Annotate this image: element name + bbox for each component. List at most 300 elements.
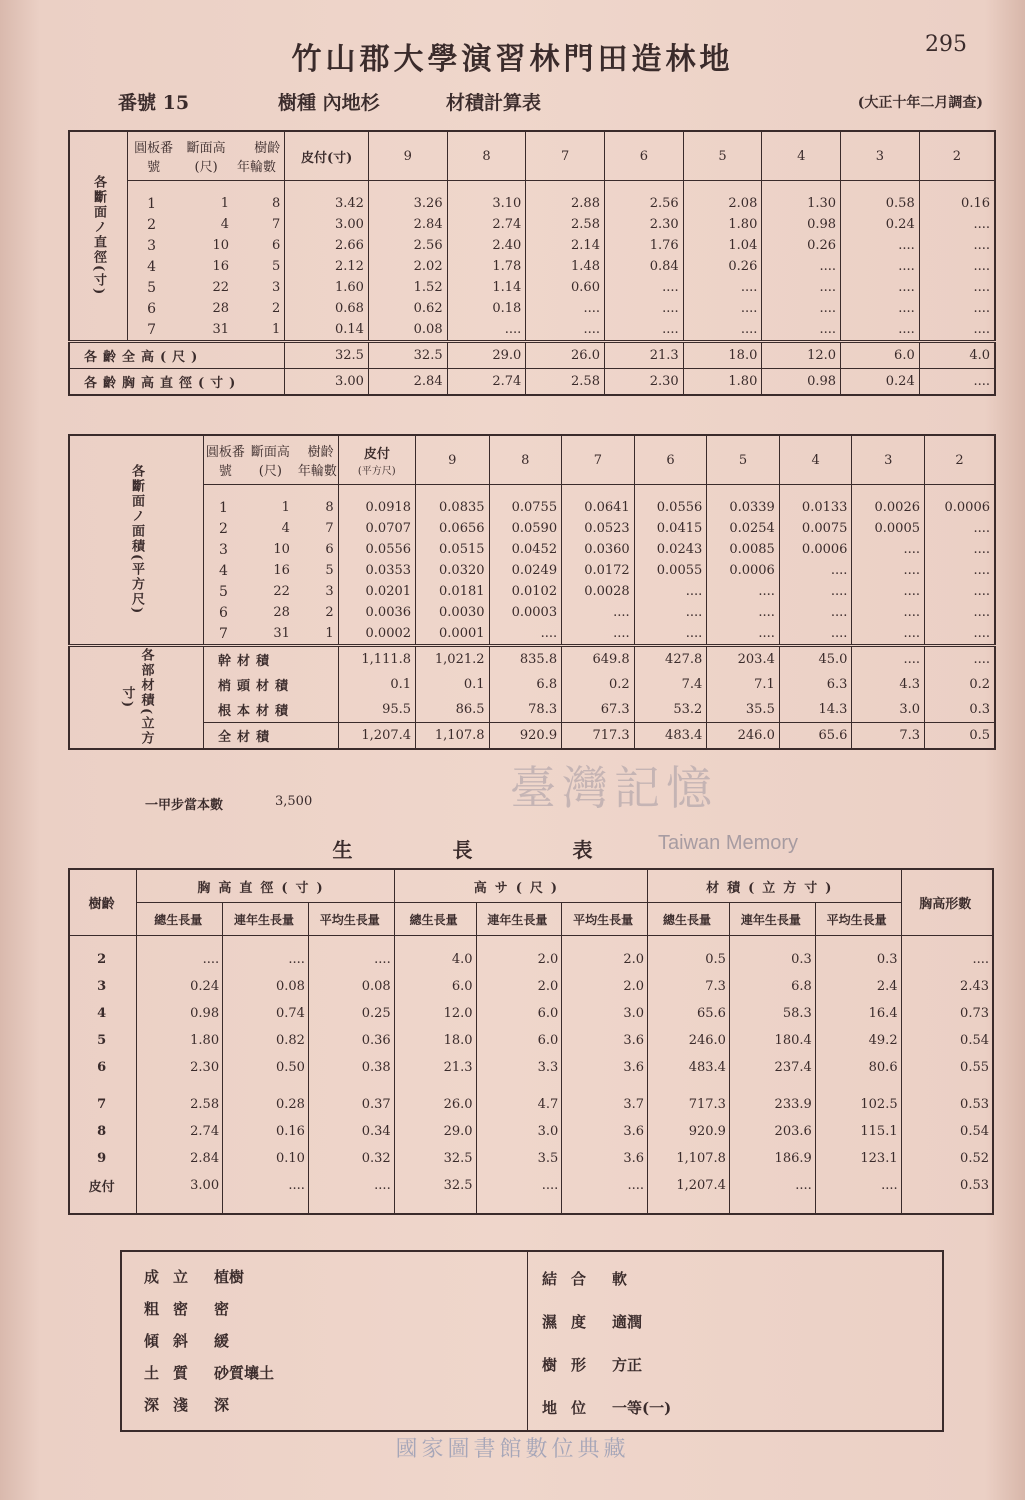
table-cell: 0.0320 [416,560,490,581]
table-row [69,560,995,581]
table-cell: 0.0523 [562,518,635,539]
table-cell: 0.0353 [338,560,415,581]
table-cell: 5 [325,563,334,578]
col-section-height: 斷面高(尺) [247,435,294,485]
table-cell: .... [526,298,605,319]
table-cell: .... [729,1172,815,1199]
table-cell: 8 [97,1124,107,1139]
table-cell: 0.82 [223,1027,309,1054]
table-cell: 2.58 [526,214,605,235]
table-cell: 0.0085 [707,539,780,560]
spacer-cell [137,936,223,947]
table-cell: 0.0075 [779,518,852,539]
col-disc-number: 圓板番號 [128,131,180,181]
table-cell: 0.54 [901,1118,993,1145]
table-cell: 0.50 [223,1054,309,1081]
table-cell: 5 [147,279,157,296]
summary-cell: 26.0 [526,342,605,369]
table-cell: .... [683,298,762,319]
table-cell: 483.4 [648,1054,730,1081]
table-cell: 2.12 [285,256,369,277]
volume-cell: 7.4 [634,672,707,697]
table-cell: 233.9 [729,1081,815,1118]
table-cell: 0.52 [901,1145,993,1172]
col-section-height: 斷面高(尺) [179,131,233,181]
volume-cell: 427.8 [634,646,707,673]
total-cell: 483.4 [634,723,707,750]
table-cell: 1.30 [762,193,841,214]
site-info-value: 緩 [214,1332,230,1350]
table-cell: 0.08 [368,319,447,342]
spacer-cell [223,1199,309,1214]
col-age: 6 [634,435,707,485]
summary-cell: 6.0 [841,342,920,369]
col-ring-count [294,435,338,485]
table-cell: 1,207.4 [648,1172,730,1199]
survey-date: (大正十年二月調查) [857,95,983,111]
volume-cell: 203.4 [707,646,780,673]
table-row [69,1145,993,1172]
col-age: 3 [852,435,925,485]
table-cell: 102.5 [815,1081,901,1118]
table-cell: 7 [147,321,157,338]
table-cell: .... [562,1172,648,1199]
table-cell: 1 [271,322,281,337]
summary-cell: 2.58 [526,369,605,396]
table-cell: 4 [97,1006,107,1021]
table-cell: 0.53 [901,1172,993,1199]
col-bark-unit: (平方尺) [357,466,396,477]
table-cell: 3 [325,584,334,599]
table-cell: 0.0656 [416,518,490,539]
site-info-item [542,1311,642,1332]
table-cell: 0.0835 [416,497,490,518]
table-cell: 0.0030 [416,602,490,623]
table-cell: .... [604,319,683,342]
table-cell: 4.7 [476,1081,562,1118]
col-ring-count [233,131,285,181]
table-cell: .... [526,319,605,342]
volume-cell: 0.2 [925,672,996,697]
group-dbh: 胸高直徑(寸) [137,869,394,903]
table-cell: 180.4 [729,1027,815,1054]
table-cell: .... [683,319,762,342]
watermark-english: Taiwan Memory [658,832,799,854]
table-cell: .... [562,623,635,646]
volume-label: 幹材積 [204,646,339,673]
table-cell: 1.14 [447,277,526,298]
table-cell: 0.0249 [489,560,562,581]
table-cell: 0.98 [137,1000,223,1027]
table-cell: 0.0055 [634,560,707,581]
spacer-cell [247,485,294,498]
table-row [69,193,995,214]
table-cell: 4 [147,258,157,275]
total-cell: 65.6 [779,723,852,750]
table-cell: 0.0755 [489,497,562,518]
spacer-cell [815,1199,901,1214]
spacer-cell [476,936,562,947]
table-cell: 32.5 [394,1145,476,1172]
table-cell: .... [683,277,762,298]
col-age: 樹齡 [69,869,137,936]
table-cell: 3.10 [447,193,526,214]
table-cell: 0.55 [901,1054,993,1081]
table-cell: 0.0006 [707,560,780,581]
site-info-key: 濕度 [542,1313,601,1331]
table-cell: 1,107.8 [648,1145,730,1172]
spacer-cell [762,181,841,194]
table-cell: 5 [218,583,228,600]
site-info-key: 結合 [542,1270,601,1288]
col-bark [338,435,415,485]
watermark-chinese: 臺灣記憶 [510,761,718,815]
volume-cell: 1,021.2 [416,646,490,673]
table-cell: 65.6 [648,1000,730,1027]
table-cell: 2 [218,520,228,537]
spacer-cell [562,1199,648,1214]
table-cell: 2.66 [285,235,369,256]
table-cell: 0.0005 [852,518,925,539]
table-row [69,298,995,319]
summary-cell: 29.0 [447,342,526,369]
total-cell: 920.9 [489,723,562,750]
table-cell: 0.0006 [925,497,996,518]
table-cell: .... [841,277,920,298]
table-cell: .... [476,1172,562,1199]
spacer-cell [179,181,233,194]
table-cell: 1 [220,196,230,211]
table-cell: 3.6 [562,1118,648,1145]
col-total-growth: 總生長量 [137,903,223,936]
table-cell: 0.54 [901,1027,993,1054]
table-cell: 0.34 [308,1118,394,1145]
spacer-cell [634,485,707,498]
table-cell: 1.52 [368,277,447,298]
table-cell: 6 [218,604,228,621]
table-cell: 6 [147,300,157,317]
table-cell: 0.36 [308,1027,394,1054]
volume-label: 梢頭材積 [218,679,295,694]
table-cell: 6.0 [394,973,476,1000]
table-cell: .... [634,602,707,623]
site-info-value: 適潤 [612,1313,643,1331]
side-label: 各斷面ノ直徑(寸) [69,131,128,342]
table-cell: 203.6 [729,1118,815,1145]
site-info-item [144,1362,274,1383]
table-cell: .... [901,946,993,973]
table-cell: 4.0 [394,946,476,973]
table-cell: 16 [273,563,290,578]
table-cell: 22 [273,584,290,599]
volume-cell: 78.3 [489,697,562,723]
site-info-value: 砂質壤土 [214,1364,275,1382]
table-cell: 18.0 [394,1027,476,1054]
col-age: 8 [489,435,562,485]
volume-cell: 1,111.8 [338,646,415,673]
table-cell: .... [762,298,841,319]
table-cell: .... [604,298,683,319]
site-info-key: 地位 [542,1399,601,1417]
table-row [69,1081,993,1118]
table-cell: 1 [218,499,228,516]
group-height: 高サ(尺) [394,869,647,903]
table-cell: 6.0 [476,1000,562,1027]
table-cell: 4 [220,217,230,232]
spacer-cell [901,936,993,947]
table-cell: 0.0452 [489,539,562,560]
site-info-item [144,1266,244,1287]
table-row [69,1054,993,1081]
table-cell: .... [841,319,920,342]
page-number: 295 [925,32,967,57]
table-cell: 0.0918 [338,497,415,518]
spacer-cell [919,181,995,194]
table-cell: 3 [218,541,228,558]
table-cell: 1 [147,195,157,212]
table-cell: 28 [212,301,230,316]
table-row [69,277,995,298]
volume-cell: 0.3 [925,697,996,723]
footer-credit: 國家圖書館數位典藏 [395,1437,630,1462]
table-cell: .... [852,602,925,623]
site-info-item [144,1394,229,1415]
col-age: 4 [762,131,841,181]
spacer-cell [233,181,285,194]
table-cell: .... [919,214,995,235]
table-cell: 80.6 [815,1054,901,1081]
table-cell: 2.4 [815,973,901,1000]
table-row [69,1172,993,1199]
volume-row [69,646,995,673]
col-form-factor: 胸高形數 [901,869,993,936]
site-info-item [144,1298,229,1319]
total-label: 全材積 [204,723,339,750]
summary-row [69,342,995,369]
table-cell: 123.1 [815,1145,901,1172]
table-cell: 49.2 [815,1027,901,1054]
table-cell: 3.6 [562,1145,648,1172]
growth-table [68,868,994,1215]
table-row [69,256,995,277]
table-cell: .... [919,277,995,298]
col-age: 6 [604,131,683,181]
summary-cell: 1.80 [683,369,762,396]
summary-cell: 3.00 [285,369,369,396]
table-cell: .... [223,946,309,973]
table-cell: 0.08 [223,973,309,1000]
table-cell: 7 [271,217,281,232]
table-cell: 0.62 [368,298,447,319]
col-disc-number: 圓板番號 [204,435,247,485]
stand-note-label: 一甲步當本數 [145,798,224,813]
table-cell: 3.42 [285,193,369,214]
table-cell: 58.3 [729,1000,815,1027]
table-cell: 2.88 [526,193,605,214]
table-cell: 2.40 [447,235,526,256]
table-cell: 0.16 [919,193,995,214]
table-cell: 1.80 [137,1027,223,1054]
volume-cell: 0.1 [416,672,490,697]
table-cell: 3.6 [562,1054,648,1081]
volume-row [69,697,995,723]
summary-cell: 18.0 [683,342,762,369]
table-cell: 0.0556 [634,497,707,518]
volume-cell: 95.5 [338,697,415,723]
table-cell: 0.0515 [416,539,490,560]
group-volume: 材積(立方寸) [648,869,902,903]
col-bark [285,131,369,181]
spacer-cell [447,181,526,194]
spacer-cell [562,936,648,947]
spacer-cell [852,485,925,498]
table-cell: .... [925,602,996,623]
table-cell: 32.5 [394,1172,476,1199]
table-cell: 0.0026 [852,497,925,518]
spacer-cell [204,485,247,498]
table-row [69,214,995,235]
total-row [69,723,995,750]
volume-cell: 835.8 [489,646,562,673]
summary-label: 各齡全高(尺) [69,342,285,369]
table-cell: .... [852,539,925,560]
spacer-cell [707,485,780,498]
col-age: 7 [562,435,635,485]
table-cell: 115.1 [815,1118,901,1145]
table-cell: 2.02 [368,256,447,277]
site-info-key: 成立 [144,1268,203,1286]
col-age: 5 [707,435,780,485]
table-cell: 7 [97,1097,107,1112]
volume-cell: .... [925,646,996,673]
table-cell: 0.58 [841,193,920,214]
table-cell: 21.3 [394,1054,476,1081]
table-cell: .... [707,602,780,623]
table-cell: .... [308,946,394,973]
table-cell: 6.8 [729,973,815,1000]
table-cell: 2.0 [562,946,648,973]
spacer-cell [604,181,683,194]
table-cell: 0.84 [604,256,683,277]
table-cell: 9 [97,1151,107,1166]
table-cell: .... [762,319,841,342]
col-ring-top: 樹齡 [254,141,281,156]
summary-cell: 32.5 [285,342,369,369]
table-cell: 0.24 [137,973,223,1000]
spacer-cell [683,181,762,194]
table-row [69,946,993,973]
site-info-box [120,1250,944,1432]
table-cell: .... [634,623,707,646]
table-cell: 0.28 [223,1081,309,1118]
col-mean-growth: 平均生長量 [308,903,394,936]
spacer-cell [294,485,338,498]
spacer-cell [648,936,730,947]
species-label: 樹種 內地杉 [278,92,380,114]
table-cell: 2.30 [604,214,683,235]
table-cell: 4 [218,562,228,579]
col-age: 8 [447,131,526,181]
table-cell: 6 [97,1060,107,1075]
table-cell: 5 [97,1033,107,1048]
table-cell: 0.74 [223,1000,309,1027]
table-cell: .... [925,581,996,602]
table-cell: 22 [212,280,230,295]
table-cell: 29.0 [394,1118,476,1145]
col-bark-label: 皮付(寸) [300,150,353,166]
table-cell: .... [779,623,852,646]
table-row [69,518,995,539]
table-cell: 2.84 [137,1145,223,1172]
table-cell: 6 [325,542,334,557]
table-cell: 3.5 [476,1145,562,1172]
total-cell: 246.0 [707,723,780,750]
table-cell: 0.0590 [489,518,562,539]
table-cell: 237.4 [729,1054,815,1081]
summary-cell: 21.3 [604,342,683,369]
table-cell: 0.0028 [562,581,635,602]
summary-cell: 0.98 [762,369,841,396]
table-cell: .... [762,256,841,277]
table-cell: 0.0201 [338,581,415,602]
table-cell: 5 [271,259,281,274]
table-cell: .... [779,602,852,623]
col-total-growth: 總生長量 [394,903,476,936]
table-cell: 0.0254 [707,518,780,539]
table-cell: 3.7 [562,1081,648,1118]
site-info-key: 深淺 [144,1396,203,1414]
table-cell: .... [137,946,223,973]
table-cell: 0.37 [308,1081,394,1118]
table-cell: .... [779,560,852,581]
table-cell: 0.0133 [779,497,852,518]
spacer-cell [223,936,309,947]
table-cell: .... [604,277,683,298]
col-mean-growth: 平均生長量 [815,903,901,936]
table-cell: 186.9 [729,1145,815,1172]
summary-cell: 12.0 [762,342,841,369]
table-cell: 0.0556 [338,539,415,560]
table-cell: 7 [218,625,228,642]
table-cell: 0.26 [683,256,762,277]
spacer-cell [368,181,447,194]
table-cell: .... [762,277,841,298]
table-cell: .... [852,560,925,581]
table-cell: 2.0 [562,973,648,1000]
table-cell: 6.0 [476,1027,562,1054]
table-cell: 3 [147,237,157,254]
table-cell: .... [223,1172,309,1199]
col-ring-bottom: 年輪數 [237,160,277,175]
table-cell: 0.73 [901,1000,993,1027]
table-cell: 2 [147,216,157,233]
table-cell: 0.32 [308,1145,394,1172]
table-cell: 920.9 [648,1118,730,1145]
site-info-item [144,1330,229,1351]
site-info-key: 土質 [144,1364,203,1382]
summary-label: 各齡胸高直徑(寸) [69,369,285,396]
site-info-value: 一等(一) [612,1399,672,1417]
table-cell: .... [779,581,852,602]
table-cell: 0.0641 [562,497,635,518]
summary-cell: 2.30 [604,369,683,396]
col-age: 5 [683,131,762,181]
table-cell: .... [841,298,920,319]
table-cell: 2.84 [368,214,447,235]
summary-cell: 0.24 [841,369,920,396]
table-cell: 8 [325,500,334,515]
area-table [68,434,996,750]
